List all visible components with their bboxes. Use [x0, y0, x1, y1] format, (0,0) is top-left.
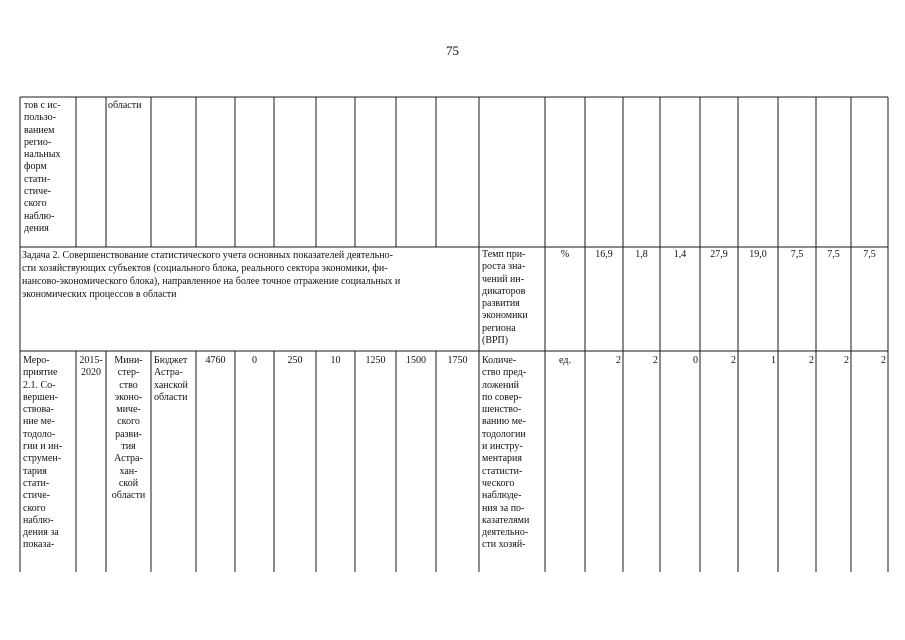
unit: ед.	[559, 355, 571, 366]
funding-amount: 250	[287, 355, 303, 366]
funding-amount: 1500	[406, 355, 426, 366]
indicator-value: 1	[771, 355, 776, 366]
task-2-description: Задача 2. Совершенствование статистического учета основных показателей деятельно- сти хозяйствующих субъектов (социального блока, реального сектора экономики, фи- нансово-экономического блока), направленное на более точное отражение социальных и экономических процессов в области	[22, 250, 401, 300]
executor-continuation: области	[108, 100, 142, 111]
executor: Мини- стер- ство эконо- миче- ского разви- тия Астра- хан- ской области	[111, 355, 146, 502]
indicator-value: 1,8	[635, 249, 648, 260]
indicator-value: 0	[693, 355, 698, 366]
indicator-value: 2	[881, 355, 886, 366]
funding-amount: 1750	[447, 355, 468, 366]
indicator-value: 7,5	[827, 249, 840, 260]
funding-amount: 4760	[205, 355, 226, 366]
funding-amount: 10	[330, 355, 341, 366]
indicator-name: Количе- ство пред- ложений по совер- шенство- ванию ме- тодологии и инстру- ментария статисти- ческого наблюде- ния за по- казателями деятельно- сти хозяй-	[482, 355, 530, 551]
indicator-value: 2	[653, 355, 658, 366]
implementation-period: 2015- 2020	[79, 355, 103, 379]
indicator-value: 27,9	[710, 249, 728, 260]
indicator-value: 1,4	[673, 249, 687, 260]
measure-name-continuation: тов с ис- пользо- ванием регио- нальных форм стати- стиче- ского наблю- дения	[24, 100, 61, 234]
indicator-name: Темп при- роста зна- чений ин- дикаторов развития экономики региона (ВРП)	[482, 249, 528, 347]
indicator-value: 7,5	[863, 249, 876, 260]
indicator-value: 7,5	[790, 249, 804, 260]
indicator-value: 2	[616, 355, 621, 366]
indicator-value: 19,0	[749, 249, 767, 260]
funding-amount: 0	[252, 355, 257, 366]
funding-amount: 1250	[365, 355, 386, 366]
funding-source: Бюджет Астра- ханской области	[154, 355, 188, 403]
indicator-value: 2	[731, 355, 736, 366]
measure-2-1-name: Меро- приятие 2.1. Со- вершен- ствова- ние ме- тодоло- гии и ин- струмен- тария стати- стиче- ского наблю- дения за показа-	[23, 355, 63, 551]
indicator-value: 2	[809, 355, 814, 366]
indicator-value: 2	[844, 355, 849, 366]
indicator-value: 16,9	[595, 249, 613, 260]
page-number: 75	[446, 43, 459, 58]
unit: %	[560, 249, 570, 260]
